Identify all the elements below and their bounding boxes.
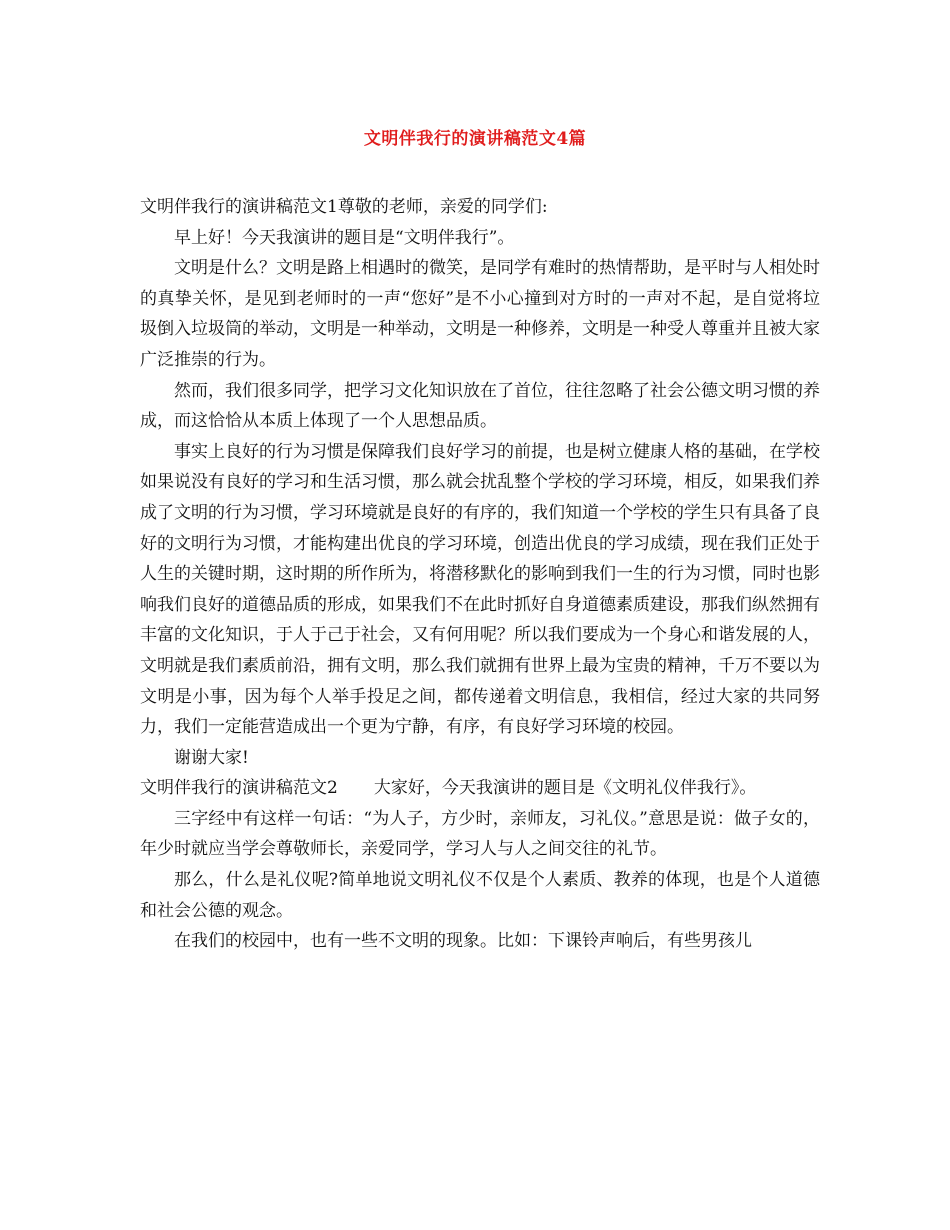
paragraph-greeting: 早上好！今天我演讲的题目是“文明伴我行”。 <box>174 227 515 248</box>
section2-heading: 文明伴我行的演讲稿范文2 <box>140 778 338 799</box>
document-body <box>140 192 820 957</box>
paragraph-section1-heading: 文明伴我行的演讲稿范文1尊敬的老师，亲爱的同学们: <box>140 197 548 217</box>
paragraph-what-is-civility: 文明是什么？文明是路上相遇时的微笑，是同学有难时的热情帮助，是平时与人相处时的真挚关怀，是见到老师时的一声“您好”是不小心撞到对方时的一声对不起，是自觉将垃圾倒入垃圾筒的举动，文明是一种举动，文明是一种修养，文明是一种受人尊重并且被大家广泛推崇的行为。 <box>140 258 820 370</box>
paragraph-thanks: 谢谢大家! <box>174 747 249 768</box>
paragraph-section2-heading <box>140 773 820 804</box>
paragraph-however: 然而，我们很多同学，把学习文化知识放在了首位，往往忽略了社会公德文明习惯的养成，而这恰恰从本质上体现了一个人思想品质。 <box>140 380 820 432</box>
section2-opening: 大家好，今天我演讲的题目是《文明礼仪伴我行》。 <box>373 778 757 799</box>
paragraph-good-habits: 事实上良好的行为习惯是保障我们良好学习的前提，也是树立健康人格的基础，在学校如果说没有良好的学习和生活习惯，那么就会扰乱整个学校的学习环境，相反，如果我们养成了文明的行为习惯，学习环境就是良好的有序的，我们知道一个学校的学生只有具备了良好的文明行为习惯，才能构建出优良的学习环境，创造出优良的学习成绩，现在我们正处于人生的关键时期，这时期的所作所为，将潜移默化的影响到我们一生的行为习惯，同时也影响我们良好的道德品质的形成，如果我们不在此时抓好自身道德素质建设，那我们纵然拥有丰富的文化知识，于人于己于社会，又有何用呢？所以我们要成为一个身心和谐发展的人，文明就是我们素质前沿，拥有文明，那么我们就拥有世界上最为宝贵的精神，千万不要以为文明是小事，因为每个人举手投足之间，都传递着文明信息，我相信，经过大家的共同努力，我们一定能营造成出一个更为宁静，有序，有良好学习环境的校园。 <box>140 441 820 738</box>
paragraph-three-character-classic: 三字经中有这样一句话：“为人子，方少时，亲师友，习礼仪。”意思是说：做子女的，年少时就应当学会尊敬师长，亲爱同学，学习人与人之间交往的礼节。 <box>140 808 820 860</box>
document-title: 文明伴我行的演讲稿范文4篇 <box>363 129 587 149</box>
paragraph-campus-phenomena: 在我们的校园中，也有一些不文明的现象。比如：下课铃声响后，有些男孩儿 <box>174 931 752 952</box>
paragraph-what-is-etiquette: 那么，什么是礼仪呢?简单地说文明礼仪不仅是个人素质、教养的体现，也是个人道德和社会公德的观念。 <box>140 870 820 921</box>
